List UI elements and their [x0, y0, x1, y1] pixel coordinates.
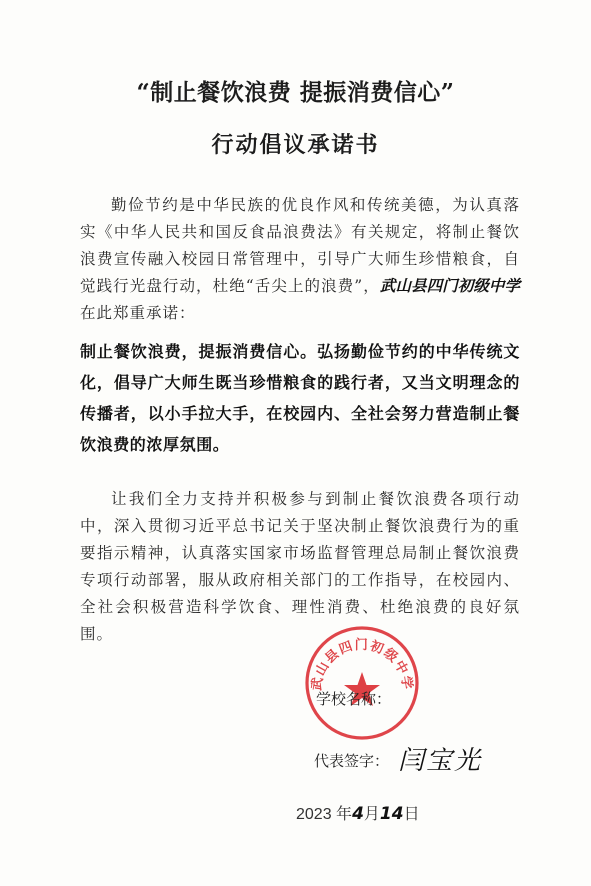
paragraph-1 [80, 192, 520, 327]
paragraph-2-bold: 制止餐饮浪费，提振消费信心。弘扬勤俭节约的中华传统文化，倡导广大师生既当珍惜粮食的践行者，又当文明理念的传播者，以小手拉大手，在校园内、全社会努力营造制止餐饮浪费的浓厚氛围。 [80, 342, 520, 454]
seal-text: 武山县四门初级中学 [309, 637, 415, 692]
date-month-unit: 月 [363, 806, 380, 823]
date-year-unit: 年 [336, 806, 353, 823]
representative-label: 代表签字： [314, 752, 390, 770]
date-line [296, 801, 420, 824]
date-month: 4 [352, 804, 364, 824]
title-line-2: 行动倡议承诺书 [211, 132, 380, 158]
paragraph-3: 让我们全力支持并积极参与到制止餐饮浪费各项行动中，深入贯彻习近平总书记关于坚决制止餐饮浪费行为的重要指示精神，认真落实国家市场监督管理总局制止餐饮浪费专项行动部署，服从政府相关部门的工作指导，在校园内、全社会积极营造科学饮食、理性消费、杜绝浪费的良好氛围。 [80, 490, 520, 643]
date-day: 14 [379, 804, 404, 824]
title-line-1: “制止餐饮浪费 提振消费信心” [136, 79, 455, 106]
handwritten-signature: 闫宝光 [398, 746, 483, 776]
school-name-label: 学校名称： [316, 690, 392, 708]
date-year: 2023 [296, 806, 332, 823]
date-day-unit: 日 [403, 806, 420, 823]
paragraph-1-tail: 在此郑重承诺： [80, 304, 196, 322]
official-seal-stamp [303, 624, 421, 742]
handwritten-school-name: 武山县四门初级中学 [379, 277, 520, 295]
paragraph-1-text: 勤俭节约是中华民族的优良作风和传统美德，为认真落实《中华人民共和国反食品浪费法》有关规定，将制止餐饮浪费宣传融入校园日常管理中，引导广大师生珍惜粮食，自觉践行光盘行动，杜绝“舌尖上的浪费”， [80, 196, 520, 295]
